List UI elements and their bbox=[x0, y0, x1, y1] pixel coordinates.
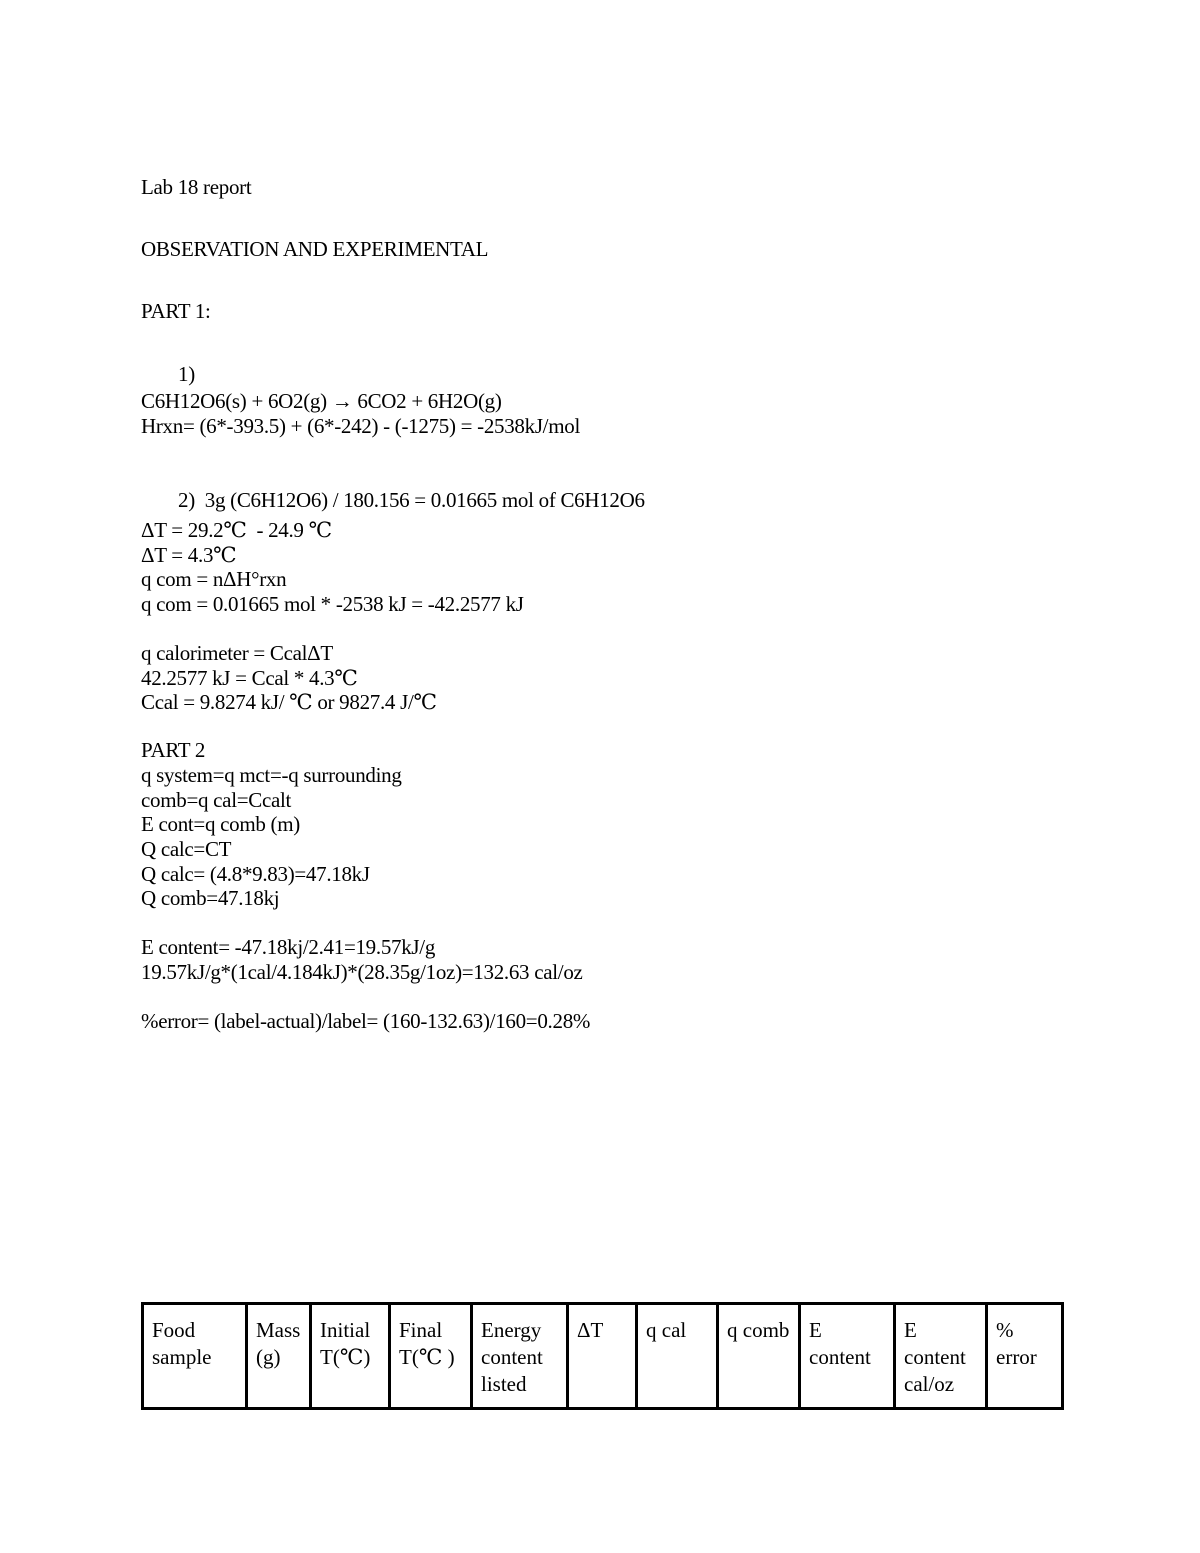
delta-t-line: ΔT = 29.2℃ - 24.9 ℃ bbox=[141, 518, 332, 542]
table-header-cell: Food sample bbox=[143, 1304, 247, 1409]
energy-content-line: E content= -47.18kj/2.41=19.57kJ/g bbox=[141, 935, 436, 959]
ccal-result: Ccal = 9.8274 kJ/ ℃ or 9827.4 J/℃ bbox=[141, 690, 437, 714]
percent-error-line: %error= (label-actual)/label= (160-132.63)/160=0.28% bbox=[141, 1009, 591, 1033]
part2-line-3: E cont=q comb (m) bbox=[141, 812, 300, 836]
part1-item1-number: 1) bbox=[178, 362, 195, 386]
part2-line-1: q system=q mct=-q surrounding bbox=[141, 763, 402, 787]
ccal-equation: 42.2577 kJ = Ccal * 4.3℃ bbox=[141, 666, 358, 690]
table-header-cell: Energy content listed bbox=[472, 1304, 568, 1409]
part2-line-6: Q comb=47.18kj bbox=[141, 886, 280, 910]
section-heading: OBSERVATION AND EXPERIMENTAL bbox=[141, 237, 489, 261]
part2-line-2: comb=q cal=Ccalt bbox=[141, 788, 292, 812]
delta-t-result: ΔT = 4.3℃ bbox=[141, 543, 237, 567]
table-header-cell: ΔT bbox=[568, 1304, 637, 1409]
q-com-calculation: q com = 0.01665 mol * -2538 kJ = -42.2577 kJ bbox=[141, 592, 524, 616]
table-header-cell: Final T(℃ ) bbox=[390, 1304, 472, 1409]
part1-item2-moles: 2) 3g (C6H12O6) / 180.156 = 0.01665 mol of C6H12O6 bbox=[178, 488, 645, 512]
part2-label: PART 2 bbox=[141, 738, 206, 762]
table-header-cell: q comb bbox=[718, 1304, 800, 1409]
q-calorimeter-formula: q calorimeter = CcalΔT bbox=[141, 641, 333, 665]
report-title: Lab 18 report bbox=[141, 175, 252, 199]
table-header-cell: E content cal/oz bbox=[895, 1304, 987, 1409]
q-com-formula: q com = nΔH°rxn bbox=[141, 567, 287, 591]
reaction-equation: C6H12O6(s) + 6O2(g) → 6CO2 + 6H2O(g) bbox=[141, 389, 502, 413]
table-header-cell: E content bbox=[800, 1304, 895, 1409]
table-header-cell: Initial T(℃) bbox=[311, 1304, 390, 1409]
table-header-cell: q cal bbox=[637, 1304, 718, 1409]
part2-line-4: Q calc=CT bbox=[141, 837, 232, 861]
energy-conversion-line: 19.57kJ/g*(1cal/4.184kJ)*(28.35g/1oz)=132.63 cal/oz bbox=[141, 960, 583, 984]
table-header-cell: Mass (g) bbox=[247, 1304, 311, 1409]
part1-label: PART 1: bbox=[141, 299, 211, 323]
enthalpy-calculation: Hrxn= (6*-393.5) + (6*-242) - (-1275) = -2538kJ/mol bbox=[141, 414, 580, 438]
table-header-cell: % error bbox=[987, 1304, 1063, 1409]
part2-line-5: Q calc= (4.8*9.83)=47.18kJ bbox=[141, 862, 370, 886]
table-header-row bbox=[143, 1304, 1063, 1409]
results-table bbox=[141, 1302, 1064, 1410]
